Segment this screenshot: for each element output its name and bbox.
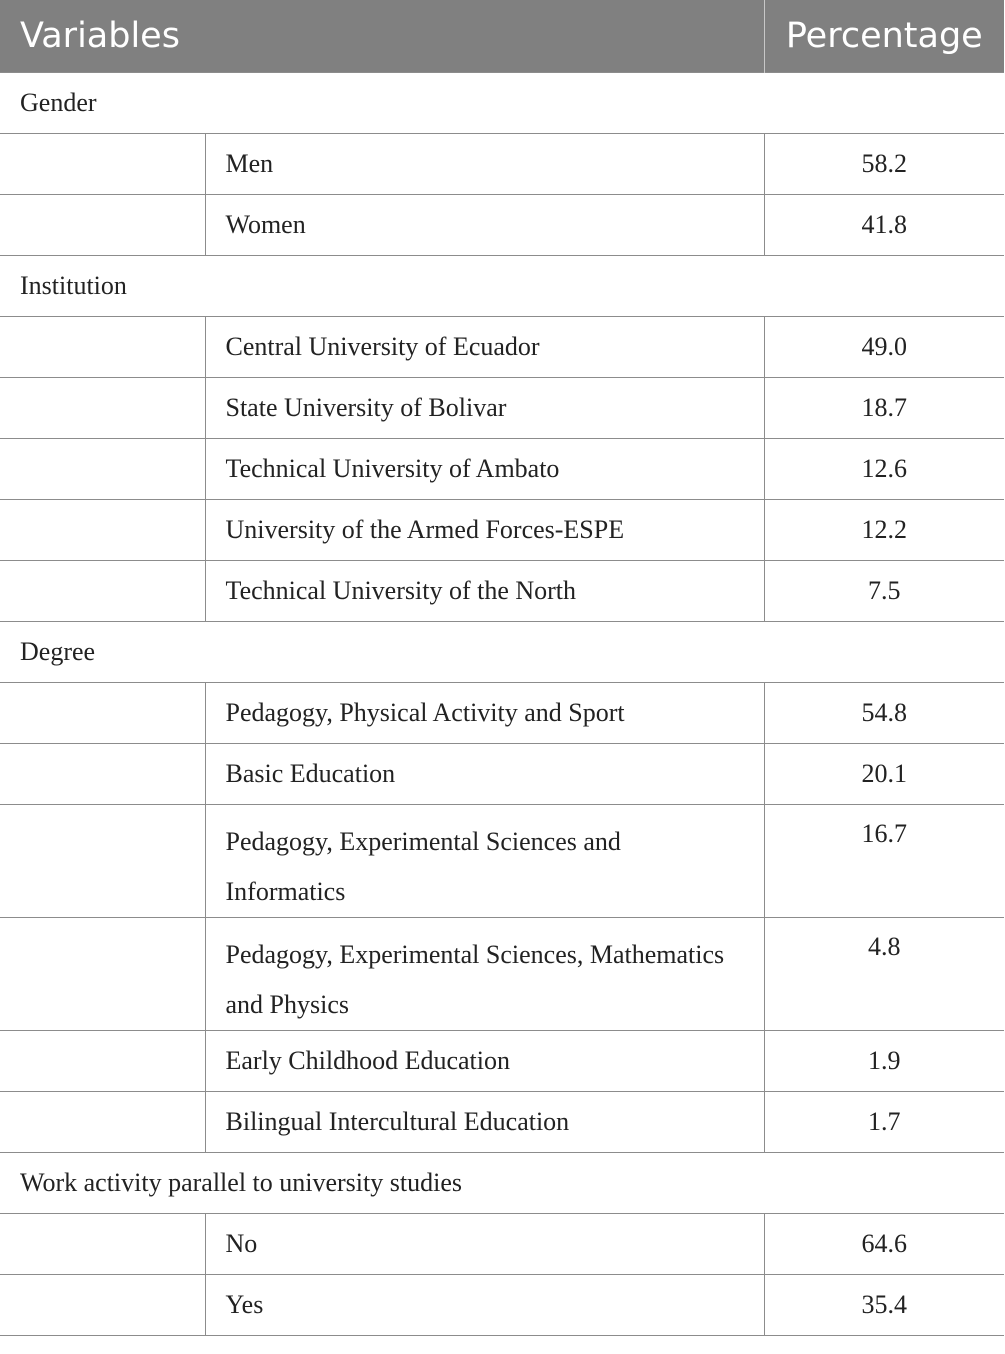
row-value: 20.1 <box>764 743 1004 804</box>
indent-cell <box>0 133 205 194</box>
indent-cell <box>0 743 205 804</box>
table-row <box>0 377 1004 438</box>
row-value: 16.7 <box>764 804 1004 917</box>
indent-cell <box>0 499 205 560</box>
row-value: 7.5 <box>764 560 1004 621</box>
row-label: Yes <box>205 1274 764 1335</box>
row-label: Central University of Ecuador <box>205 316 764 377</box>
group-label-gender: Gender <box>0 72 1004 133</box>
header-variables: Variables <box>0 0 764 72</box>
row-value: 18.7 <box>764 377 1004 438</box>
group-label-work-activity: Work activity parallel to university studies <box>0 1152 1004 1213</box>
table-row <box>0 1274 1004 1335</box>
table-row <box>0 316 1004 377</box>
header-percentage: Percentage <box>764 0 1004 72</box>
row-value: 4.8 <box>764 917 1004 1030</box>
table-row <box>0 917 1004 1030</box>
header-row <box>0 0 1004 72</box>
group-row <box>0 1152 1004 1213</box>
row-label: Pedagogy, Experimental Sciences and Informatics <box>205 804 764 917</box>
indent-cell <box>0 917 205 1030</box>
table-row <box>0 1030 1004 1091</box>
row-value: 1.7 <box>764 1091 1004 1152</box>
row-value: 58.2 <box>764 133 1004 194</box>
table-row <box>0 1091 1004 1152</box>
table-row <box>0 804 1004 917</box>
row-label: Men <box>205 133 764 194</box>
group-label-degree: Degree <box>0 621 1004 682</box>
table-row <box>0 743 1004 804</box>
indent-cell <box>0 1274 205 1335</box>
row-value: 1.9 <box>764 1030 1004 1091</box>
indent-cell <box>0 804 205 917</box>
row-value: 54.8 <box>764 682 1004 743</box>
table-row <box>0 194 1004 255</box>
row-label: Bilingual Intercultural Education <box>205 1091 764 1152</box>
row-label: University of the Armed Forces-ESPE <box>205 499 764 560</box>
table-row <box>0 499 1004 560</box>
table-row <box>0 682 1004 743</box>
group-row <box>0 255 1004 316</box>
indent-cell <box>0 682 205 743</box>
table-row <box>0 1213 1004 1274</box>
table-row <box>0 438 1004 499</box>
row-label: Women <box>205 194 764 255</box>
indent-cell <box>0 438 205 499</box>
indent-cell <box>0 1030 205 1091</box>
row-label: Pedagogy, Experimental Sciences, Mathematics and Physics <box>205 917 764 1030</box>
table-row <box>0 133 1004 194</box>
row-label: Technical University of the North <box>205 560 764 621</box>
group-row <box>0 621 1004 682</box>
indent-cell <box>0 560 205 621</box>
row-label: Early Childhood Education <box>205 1030 764 1091</box>
indent-cell <box>0 194 205 255</box>
indent-cell <box>0 1091 205 1152</box>
indent-cell <box>0 377 205 438</box>
row-label: Technical University of Ambato <box>205 438 764 499</box>
group-row <box>0 72 1004 133</box>
row-value: 49.0 <box>764 316 1004 377</box>
row-value: 12.2 <box>764 499 1004 560</box>
indent-cell <box>0 1213 205 1274</box>
row-label: Basic Education <box>205 743 764 804</box>
row-label: State University of Bolivar <box>205 377 764 438</box>
group-label-institution: Institution <box>0 255 1004 316</box>
row-value: 41.8 <box>764 194 1004 255</box>
row-value: 35.4 <box>764 1274 1004 1335</box>
row-label: Pedagogy, Physical Activity and Sport <box>205 682 764 743</box>
row-value: 12.6 <box>764 438 1004 499</box>
table-row <box>0 560 1004 621</box>
indent-cell <box>0 316 205 377</box>
row-label: No <box>205 1213 764 1274</box>
row-value: 64.6 <box>764 1213 1004 1274</box>
